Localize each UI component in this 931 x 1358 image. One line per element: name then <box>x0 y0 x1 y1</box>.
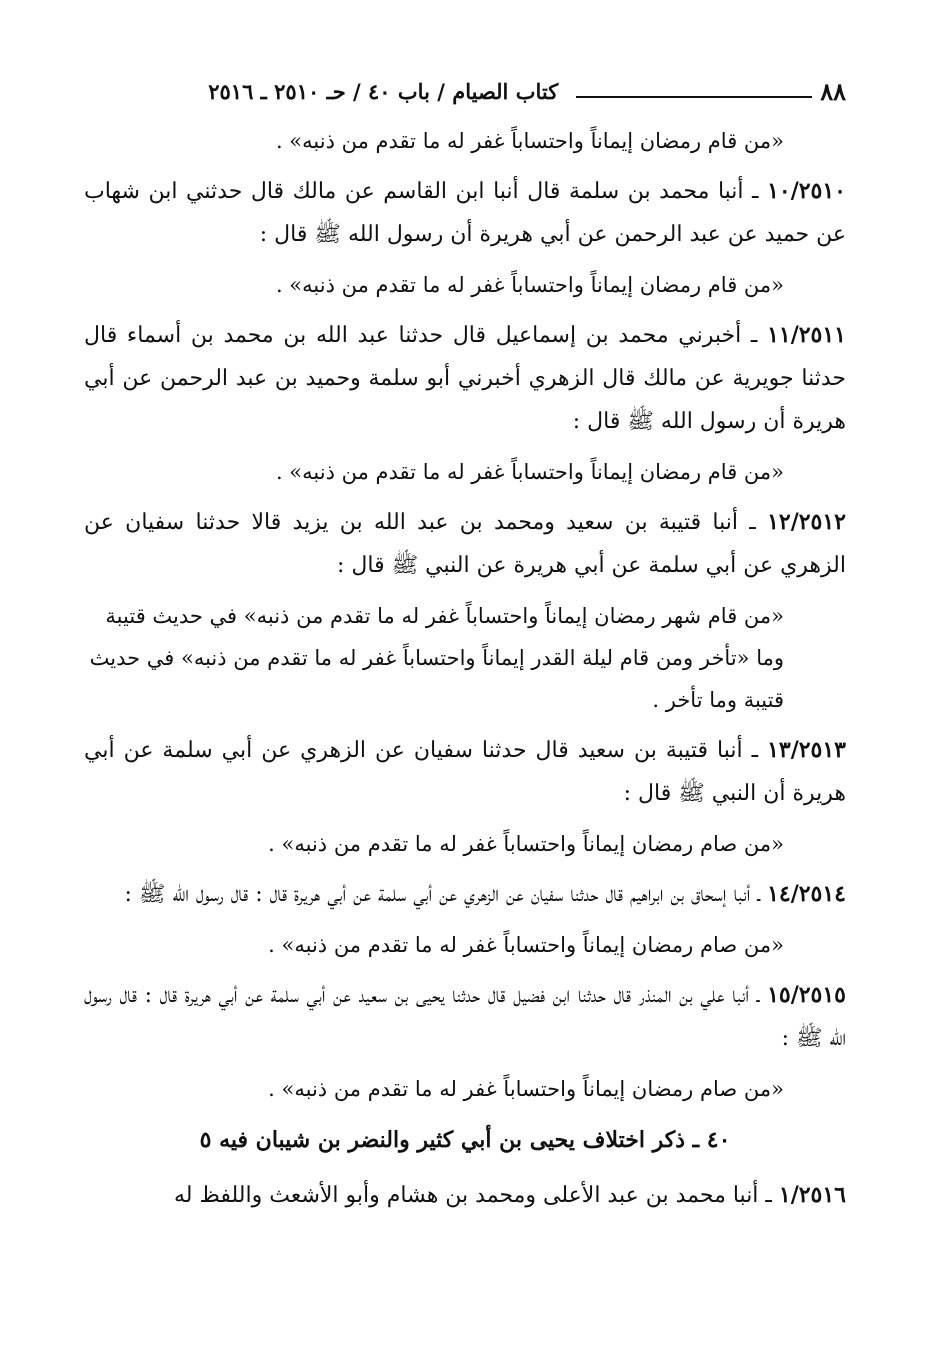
page-header <box>88 72 846 106</box>
hadith-number: ١١/٢٥١١ <box>767 322 846 348</box>
hadith-text <box>84 170 846 256</box>
hadith-chain: ـ أنبا قتيبة بن سعيد ومحمد بن عبد الله بن يزيد قالا حدثنا سفيان عن الزهري عن أبي سلمة عن أبي هريرة عن النبي ﷺ قال : <box>84 510 846 578</box>
hadith-chain: ـ أنبا محمد بن عبد الأعلى ومحمد بن هشام وأبو الأشعث واللفظ له <box>174 1183 772 1208</box>
hadith-number: ١٥/٢٥١٥ <box>767 982 846 1008</box>
hadith-quote: «من قام رمضان إيماناً واحتساباً غفر له ما تقدم من ذنبه» . <box>275 273 784 297</box>
hadith-2514 <box>84 873 846 966</box>
hadith-number: ١٤/٢٥١٤ <box>767 881 846 907</box>
hadith-number: ١/٢٥١٦ <box>778 1182 846 1208</box>
hadith-2510 <box>84 170 846 306</box>
hadith-chain: ـ أنبا قتيبة بن سعيد قال حدثنا سفيان عن الزهري عن أبي سلمة عن أبي هريرة أن النبي ﷺ قال : <box>84 738 846 806</box>
hadith-number: ١٠/٢٥١٠ <box>767 178 846 204</box>
hadith-2513 <box>84 729 846 865</box>
hadith-text <box>84 501 846 587</box>
hadith-2512 <box>84 501 846 721</box>
hadith-number: ١٢/٢٥١٢ <box>767 509 846 535</box>
hadith-2516 <box>84 1174 846 1217</box>
hadith-quote: «من قام شهر رمضان إيماناً واحتساباً غفر له ما تقدم من ذنبه» في حديث قتيبة وما «تأخر ومن قام ليلة القدر إيماناً واحتساباً غفر له ما تقدم من ذنبه» في حديث قتيبة وما تأخر . <box>89 604 784 712</box>
hadith-quote: «من صام رمضان إيماناً واحتساباً غفر له ما تقدم من ذنبه» . <box>268 832 784 856</box>
hadith-chain: ـ أنبا محمد بن سلمة قال أنبا ابن القاسم عن مالك قال حدثني ابن شهاب عن حميد عن عبد الرحمن عن أبي هريرة أن رسول الله ﷺ قال : <box>84 179 846 247</box>
hadith-quote: «من قام رمضان إيماناً واحتساباً غفر له ما تقدم من ذنبه» . <box>275 460 784 484</box>
header-rule <box>576 96 812 98</box>
hadith-chain: ـ أنبا علي بن المنذر قال حدثنا ابن فضيل قال حدثنا يحيى بن سعيد عن أبي سلمة عن أبي هريرة قال : قال رسول الله ﷺ : <box>84 983 846 1051</box>
hadith-text <box>84 974 846 1060</box>
running-title: كتاب الصيام / باب ٤٠ / حـ ٢٥١٠ ـ ٢٥١٦ <box>208 79 559 104</box>
page-content <box>84 120 846 1225</box>
chapter-heading: ٤٠ ـ ذكر اختلاف يحيى بن أبي كثير والنضر بن شيبان فيه ٥ <box>199 1127 731 1153</box>
hadith-quote: «من صام رمضان إيماناً واحتساباً غفر له ما تقدم من ذنبه» . <box>268 933 784 957</box>
hadith-text <box>84 873 846 916</box>
hadith-chain: ـ أنبا إسحاق بن ابراهيم قال حدثنا سفيان عن الزهري عن أبي سلمة عن أبي هريرة قال : قال رسول الله ﷺ : <box>124 882 761 907</box>
hadith-quote: «من صام رمضان إيماناً واحتساباً غفر له ما تقدم من ذنبه» . <box>268 1077 784 1101</box>
page-number: ٨٨ <box>820 77 846 106</box>
hadith-2515 <box>84 974 846 1110</box>
hadith-number: ١٣/٢٥١٣ <box>767 737 846 763</box>
hadith-2511 <box>84 314 846 493</box>
top-quote: «من قام رمضان إيماناً واحتساباً غفر له ما تقدم من ذنبه» . <box>275 129 784 153</box>
hadith-text <box>84 729 846 815</box>
hadith-text <box>84 314 846 443</box>
hadith-chain: ـ أخبرني محمد بن إسماعيل قال حدثنا عبد الله بن محمد بن أسماء قال حدثنا جويرية عن مالك قال الزهري أخبرني أبو سلمة وحميد بن عبد الرحمن عن أبي هريرة أن رسول الله ﷺ قال : <box>84 323 846 434</box>
